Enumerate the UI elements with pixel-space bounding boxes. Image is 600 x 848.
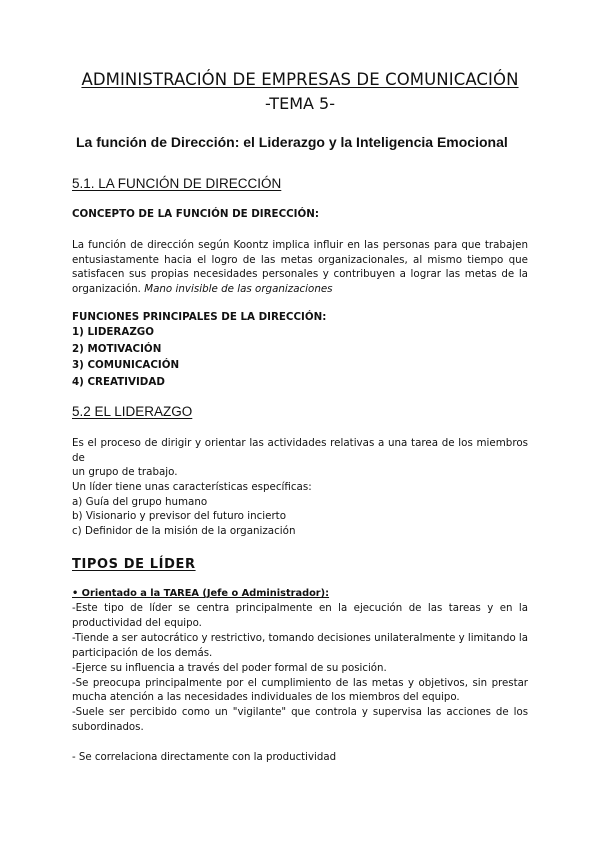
definition-line: Es el proceso de dirigir y orientar las actividades relativas a una tarea de los miembros de [72, 437, 528, 464]
description-line: -Este tipo de líder se centra principalmente en la ejecución de las tareas y en la [72, 603, 528, 614]
concept-line-last: organización. Mano invisible de las organizaciones [72, 282, 333, 295]
description-line: -Suele ser percibido como un "vigilante" que controla y supervisa las acciones de los [72, 707, 528, 719]
document-subtitle: -TEMA 5- [265, 94, 335, 113]
functions-heading: FUNCIONES PRINCIPALES DE LA DIRECCIÓN: [72, 311, 327, 323]
concept-line: satisfacen sus propias necesidades personales y contribuyen a lograr las metas de la [72, 268, 528, 281]
topic-heading: La función de Dirección: el Liderazgo y la Inteligencia Emocional [76, 134, 508, 150]
definition-line: un grupo de trabajo. [72, 466, 178, 479]
leadership-definition [72, 436, 528, 480]
section-heading-liderazgo: 5.2 EL LIDERAZGO [72, 404, 193, 419]
concept-italic-note: Mano invisible de las organizaciones [144, 282, 333, 295]
section-heading-direccion: 5.1. LA FUNCIÓN DE DIRECCIÓN [72, 176, 282, 191]
task-leader-description [72, 602, 528, 766]
traits-intro: Un líder tiene unas características específicas: [72, 481, 312, 493]
list-item: 1) LIDERAZGO [72, 326, 154, 338]
concept-line: La función de dirección según Koontz implica influir en las personas para que trabajen [72, 239, 528, 251]
concept-paragraph [72, 238, 528, 296]
description-line: productividad del equipo. [72, 617, 202, 629]
task-leader-heading: • Orientado a la TAREA (Jefe o Administrador): [72, 588, 330, 599]
document-title: ADMINISTRACIÓN DE EMPRESAS DE COMUNICACIÓN [81, 70, 519, 89]
concept-heading: CONCEPTO DE LA FUNCIÓN DE DIRECCIÓN: [72, 208, 320, 220]
description-line: -Ejerce su influencia a través del poder formal de su posición. [72, 662, 387, 674]
list-item: b) Visionario y previsor del futuro incierto [72, 510, 287, 523]
list-item: 3) COMUNICACIÓN [72, 359, 180, 371]
list-item: 2) MOTIVACIÓN [72, 342, 162, 355]
description-line: mucha atención a las necesidades individuales de los miembros del equipo. [72, 692, 460, 704]
productivity-note: - Se correlaciona directamente con la productividad [72, 752, 337, 764]
list-item: c) Definidor de la misión de la organización [72, 524, 296, 537]
list-item: a) Guía del grupo humano [72, 495, 208, 508]
tipos-heading: TIPOS DE LÍDER [72, 557, 196, 572]
description-line: participación de los demás. [72, 647, 213, 659]
functions-list [72, 324, 179, 390]
traits-block [72, 480, 312, 538]
description-line: -Tiende a ser autocrático y restrictivo, tomando decisiones unilateralmente y limitando la [72, 632, 528, 644]
description-line: -Se preocupa principalmente por el cumplimiento de las metas y objetivos, sin prestar [72, 677, 528, 689]
description-line: subordinados. [72, 722, 144, 734]
list-item: 4) CREATIVIDAD [72, 375, 165, 388]
concept-line: entusiastamente hacia el logro de las metas organizacionales, al mismo tiempo que [72, 253, 528, 266]
